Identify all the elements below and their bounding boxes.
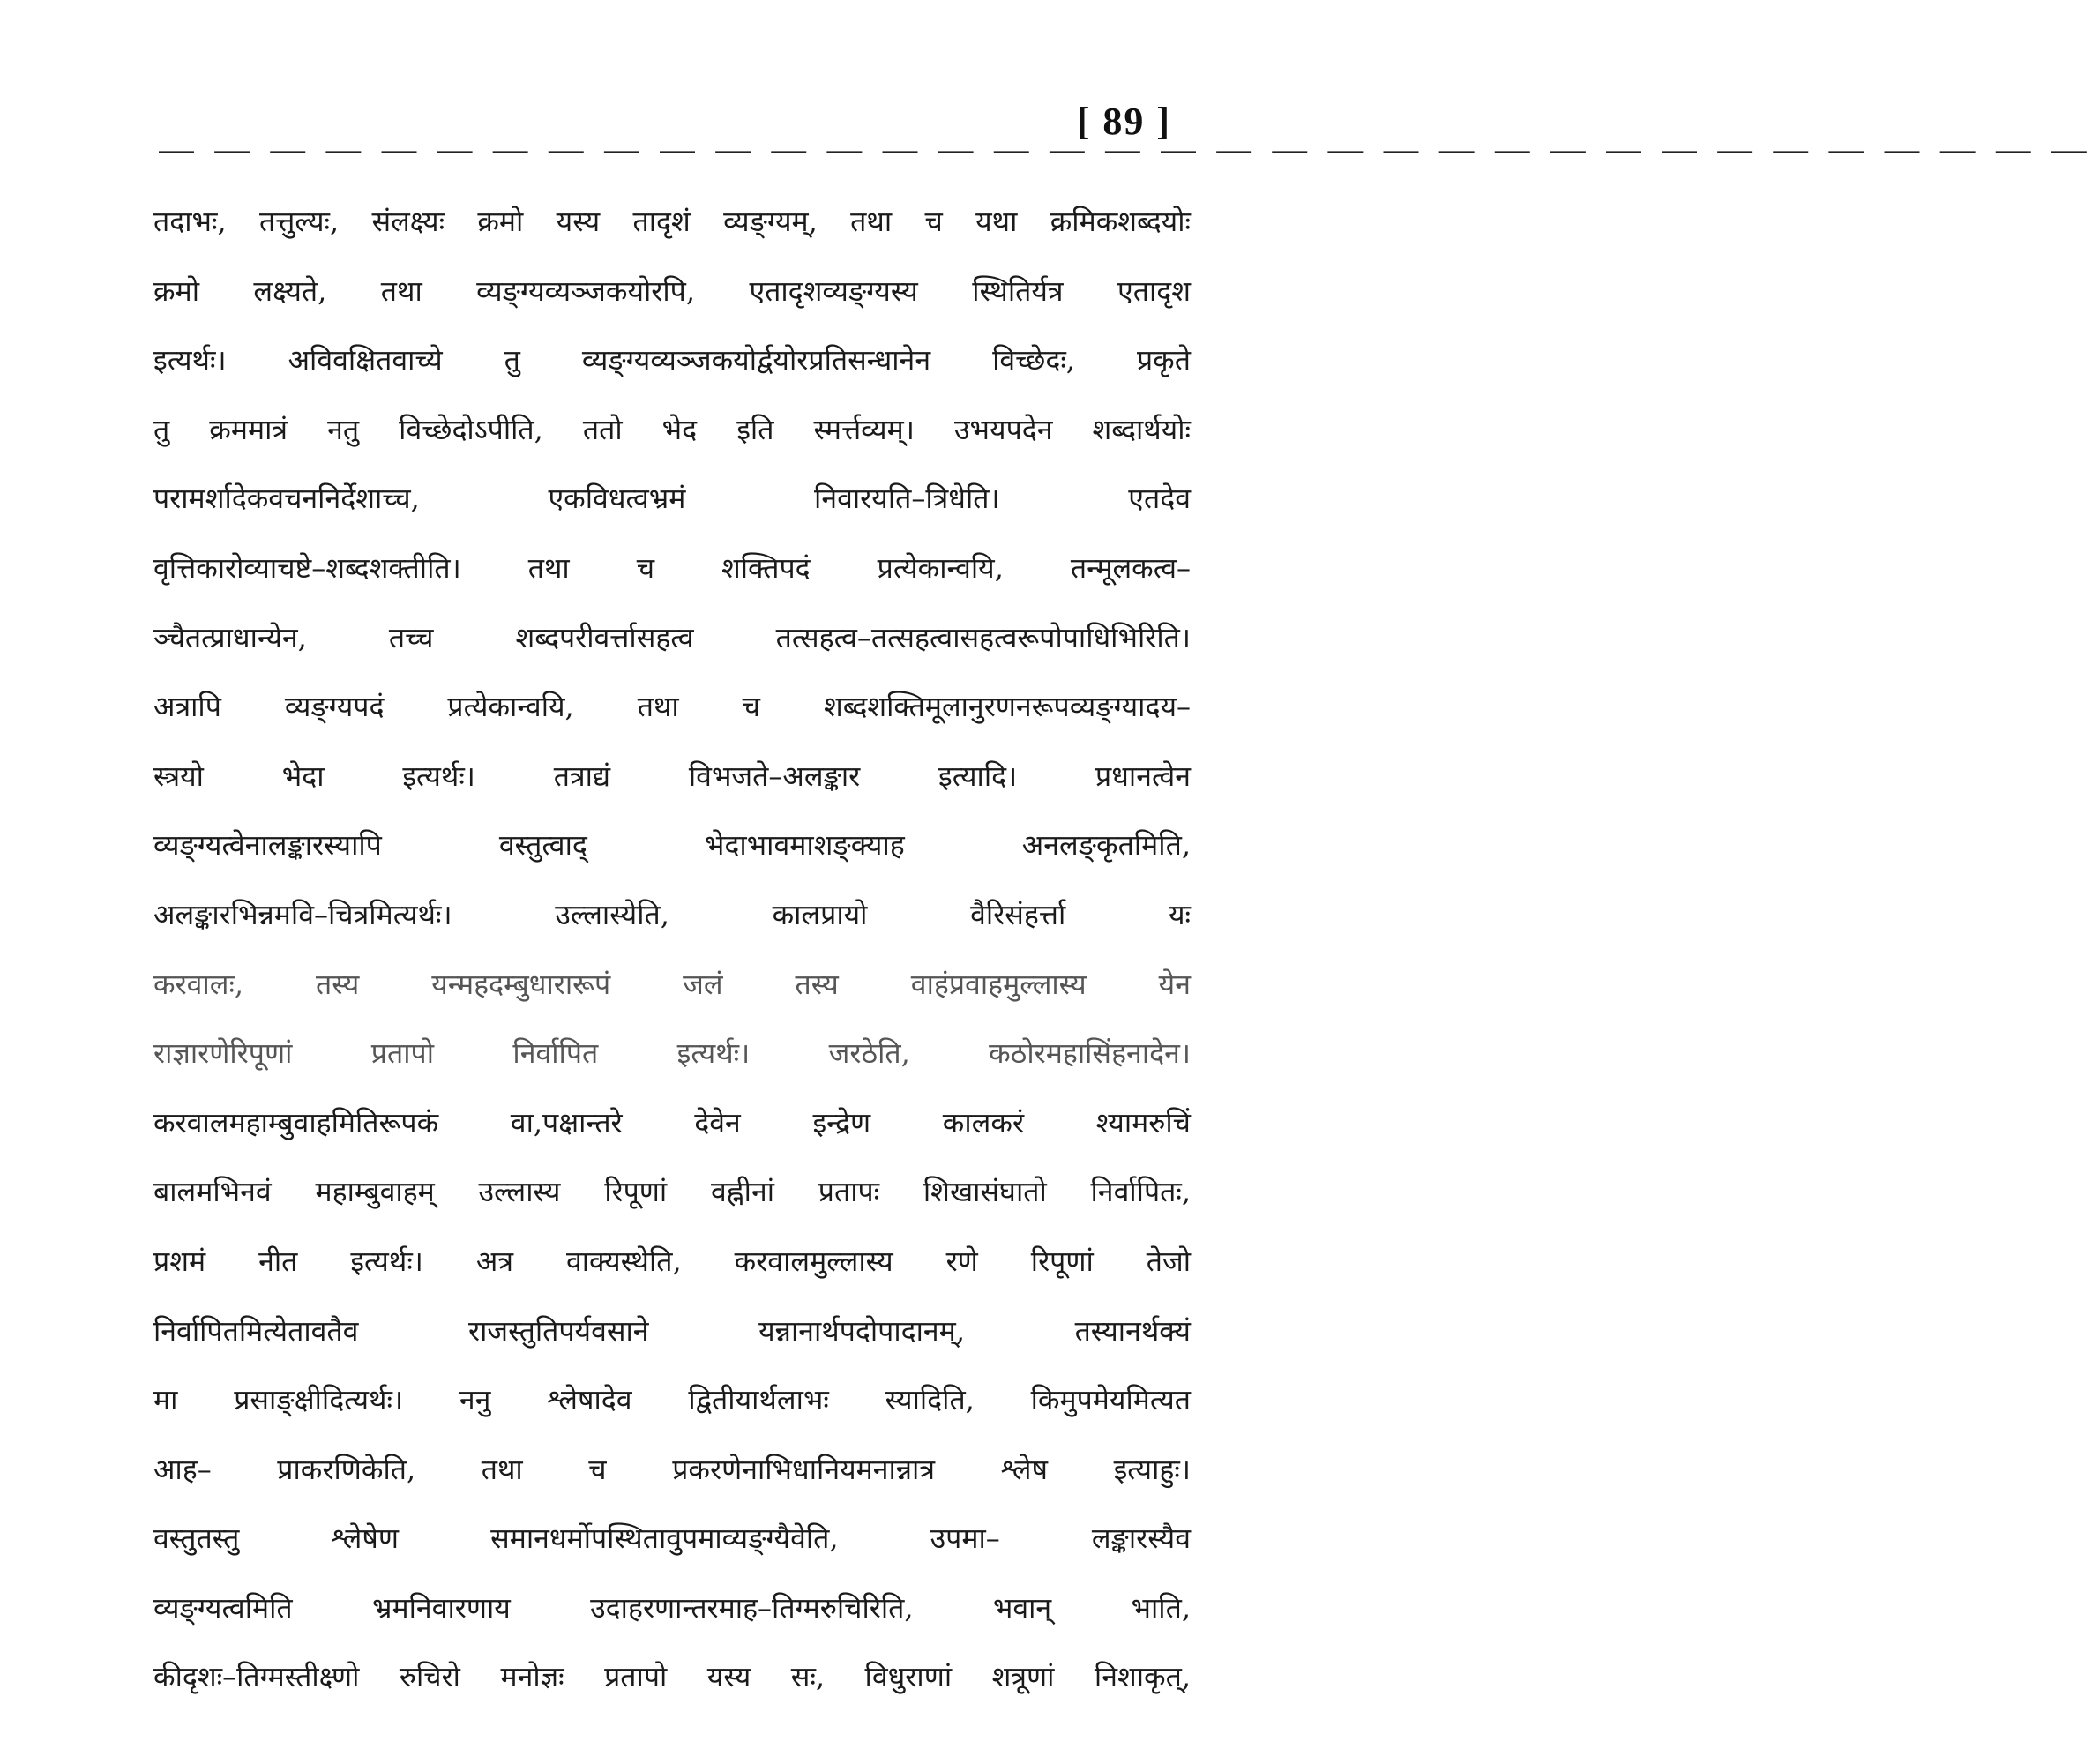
text-line: व्यङ्ग्यत्वेनालङ्कारस्यापि वस्तुत्वाद् भेदाभावमाशङ्क्याह अनलङ्कृतमिति, xyxy=(153,828,1191,863)
text-line: व्यङ्ग्यत्वमिति भ्रमनिवारणाय उदाहरणान्तरमाह–तिग्मरुचिरिति, भवान् भाति, xyxy=(153,1590,1191,1625)
text-line: अलङ्कारभिन्नमवि–चित्रमित्यर्थः। उल्लास्येति, कालप्रायो वैरिसंहर्त्ता यः xyxy=(153,897,1191,931)
text-line: अत्रापि व्यङ्ग्यपदं प्रत्येकान्वयि, तथा च शब्दशक्तिमूलानुरणनरूपव्यङ्ग्यादय– xyxy=(153,690,1191,724)
text-line: वृत्तिकारोव्याचष्टे–शब्दशक्तीति। तथा च शक्तिपदं प्रत्येकान्वयि, तन्मूलकत्व– xyxy=(153,550,1191,585)
text-line: निर्वापितमित्येतावतैव राजस्तुतिपर्यवसाने यन्नानार्थपदोपादानम्, तस्यानर्थक्यं xyxy=(153,1313,1191,1348)
text-line: करवालमहाम्बुवाहमितिरूपकं वा,पक्षान्तरे देवेन इन्द्रेण कालकरं श्यामरुचिं xyxy=(153,1105,1191,1140)
text-line: तु क्रममात्रं नतु विच्छेदोऽपीति, ततो भेद इति स्मर्त्तव्यम्। उभयपदेन शब्दार्थयोः xyxy=(153,412,1191,446)
text-line: ञ्चैतत्प्राधान्येन, तच्च शब्दपरीवर्त्तासहत्व तत्सहत्व–तत्सहत्वासहत्वरूपोपाधिभिरिति। xyxy=(153,620,1191,654)
text-line: करवालः, तस्य यन्महदम्बुधारारूपं जलं तस्य वाहंप्रवाहमुल्लास्य येन xyxy=(153,967,1191,1001)
text-line: कीदृशः–तिग्मस्तीक्ष्णो रुचिरो मनोज्ञः प्रतापो यस्य सः, विधुराणां शत्रूणां निशाकृत्, xyxy=(153,1660,1191,1694)
body-text xyxy=(153,187,1191,1748)
text-line: इत्यर्थः। अविवक्षितवाच्ये तु व्यङ्ग्यव्यञ्जकयोर्द्वयोरप्रतिसन्धानेन विच्छेदः, प्रकृते xyxy=(153,343,1191,377)
text-line: क्रमो लक्ष्यते, तथा व्यङ्ग्यव्यञ्जकयोरपि, एतादृशव्यङ्ग्यस्य स्थितिर्यत्र एतादृश xyxy=(153,273,1191,308)
text-line: राज्ञारणेरिपूणां प्रतापो निर्वापित इत्यर्थः। जरठेति, कठोरमहासिंहनादेन। xyxy=(153,1036,1191,1071)
text-line: परामर्शादेकवचननिर्देशाच्च, एकविधत्वभ्रमं निवारयति–त्रिधेति। एतदेव xyxy=(153,482,1191,516)
page-number: [ 89 ] xyxy=(1076,100,1171,143)
text-line: वस्तुतस्तु श्लेषेण समानधर्मोपस्थितावुपमाव्यङ्ग्यैवेति, उपमा– लङ्कारस्यैव xyxy=(153,1521,1191,1556)
text-line: स्त्रयो भेदा इत्यर्थः। तत्राद्यं विभजते–अलङ्कार इत्यादि। प्रधानत्वेन xyxy=(153,759,1191,793)
text-line: बालमभिनवं महाम्बुवाहम् उल्लास्य रिपूणां वह्नीनां प्रतापः शिखासंघातो निर्वापितः, xyxy=(153,1175,1191,1209)
text-line: तदाभः, तत्तुल्यः, संलक्ष्यः क्रमो यस्य तादृशं व्यङ्ग्यम्, तथा च यथा क्रमिकशब्दयोः xyxy=(153,205,1191,238)
header-rule: — — — — — — — — — — — — — — — — — — — — — — — — — — — — — — — — — — — xyxy=(159,131,2092,169)
text-line: प्रशमं नीत इत्यर्थः। अत्र वाक्यस्थेति, करवालमुल्लास्य रणे रिपूणां तेजो xyxy=(153,1244,1191,1278)
text-line: मा प्रसाङ्क्षीदित्यर्थः। ननु श्लेषादेव द्वितीयार्थलाभः स्यादिति, किमुपमेयमित्यत xyxy=(153,1383,1191,1417)
text-line: आह– प्राकरणिकेति, तथा च प्रकरणेनाभिधानियमनान्नात्र श्लेष इत्याहुः। xyxy=(153,1452,1191,1486)
